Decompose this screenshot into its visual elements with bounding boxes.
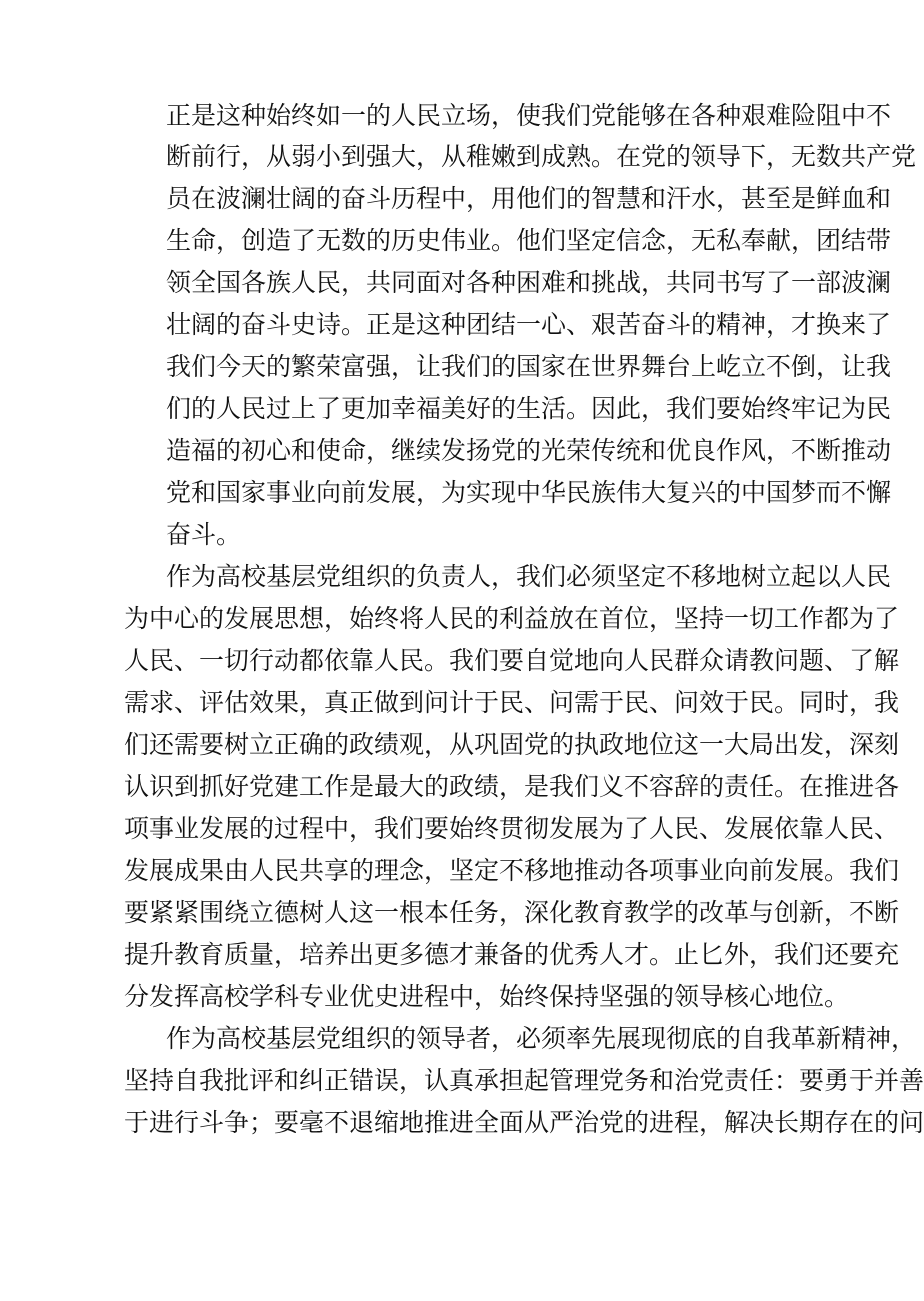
text-line: 分发挥高校学科专业优史进程中，始终保持坚强的领导核心地位。 [124,982,850,1011]
text-line: 们的人民过上了更加幸福美好的生活。因此，我们要始终牢记为民 [166,394,892,423]
text-line: 们还需要树立正确的政绩观，从巩固党的执政地位这一大局出发，深刻 [124,730,900,759]
paragraph-first-line: 作为高校基层党组织的领导者，必须率先展现彻底的自我革新精神， [166,1024,917,1053]
text-line: 要紧紧围绕立德树人这一根本任务，深化教育教学的改革与创新，不断 [124,898,900,927]
text-line: 项事业发展的过程中，我们要始终贯彻发展为了人民、发展依靠人民、 [124,814,900,843]
text-line: 正是这种始终如一的人民立场，使我们党能够在各种艰难险阻中不 [166,101,892,130]
text-line: 我们今天的繁荣富强，让我们的国家在世界舞台上屹立不倒，让我 [166,352,892,381]
text-line: 坚持自我批评和纠正错误，认真承担起管理党务和治党责任：要勇于并善 [124,1066,924,1095]
text-line: 生命，创造了无数的历史伟业。他们坚定信念，无私奉献，团结带 [166,226,892,255]
text-line: 壮阔的奋斗史诗。正是这种团结一心、艰苦奋斗的精神，才换来了 [166,310,892,339]
text-line: 造福的初心和使命，继续发扬党的光荣传统和优良作风，不断推动 [166,436,892,465]
text-line: 奋斗。 [166,520,242,549]
text-line: 提升教育质量，培养出更多德才兼备的优秀人才。止匕外，我们还要充 [124,940,900,969]
paragraph-first-line: 作为高校基层党组织的负责人，我们必须坚定不移地树立起以人民 [166,562,892,591]
text-line: 人民、一切行动都依靠人民。我们要自觉地向人民群众请教问题、了解 [124,646,900,675]
text-line: 领全国各族人民，共同面对各种困难和挑战，共同书写了一部波澜 [166,268,892,297]
text-line: 党和国家事业向前发展，为实现中华民族伟大复兴的中国梦而不懈 [166,478,892,507]
text-line: 发展成果由人民共享的理念，坚定不移地推动各项事业向前发展。我们 [124,856,900,885]
text-line: 于进行斗争；要毫不退缩地推进全面从严治党的进程，解决长期存在的问 [124,1108,924,1137]
text-line: 员在波澜壮阔的奋斗历程中，用他们的智慧和汗水，甚至是鲜血和 [166,184,892,213]
text-line: 为中心的发展思想，始终将人民的利益放在首位，坚持一切工作都为了 [124,604,900,633]
text-line: 断前行，从弱小到强大，从稚嫩到成熟。在党的领导下，无数共产党 [166,142,917,171]
text-line: 需求、评估效果，真正做到问计于民、问需于民、问效于民。同时，我 [124,688,900,717]
text-line: 认识到抓好党建工作是最大的政绩，是我们义不容辞的责任。在推进各 [124,772,900,801]
